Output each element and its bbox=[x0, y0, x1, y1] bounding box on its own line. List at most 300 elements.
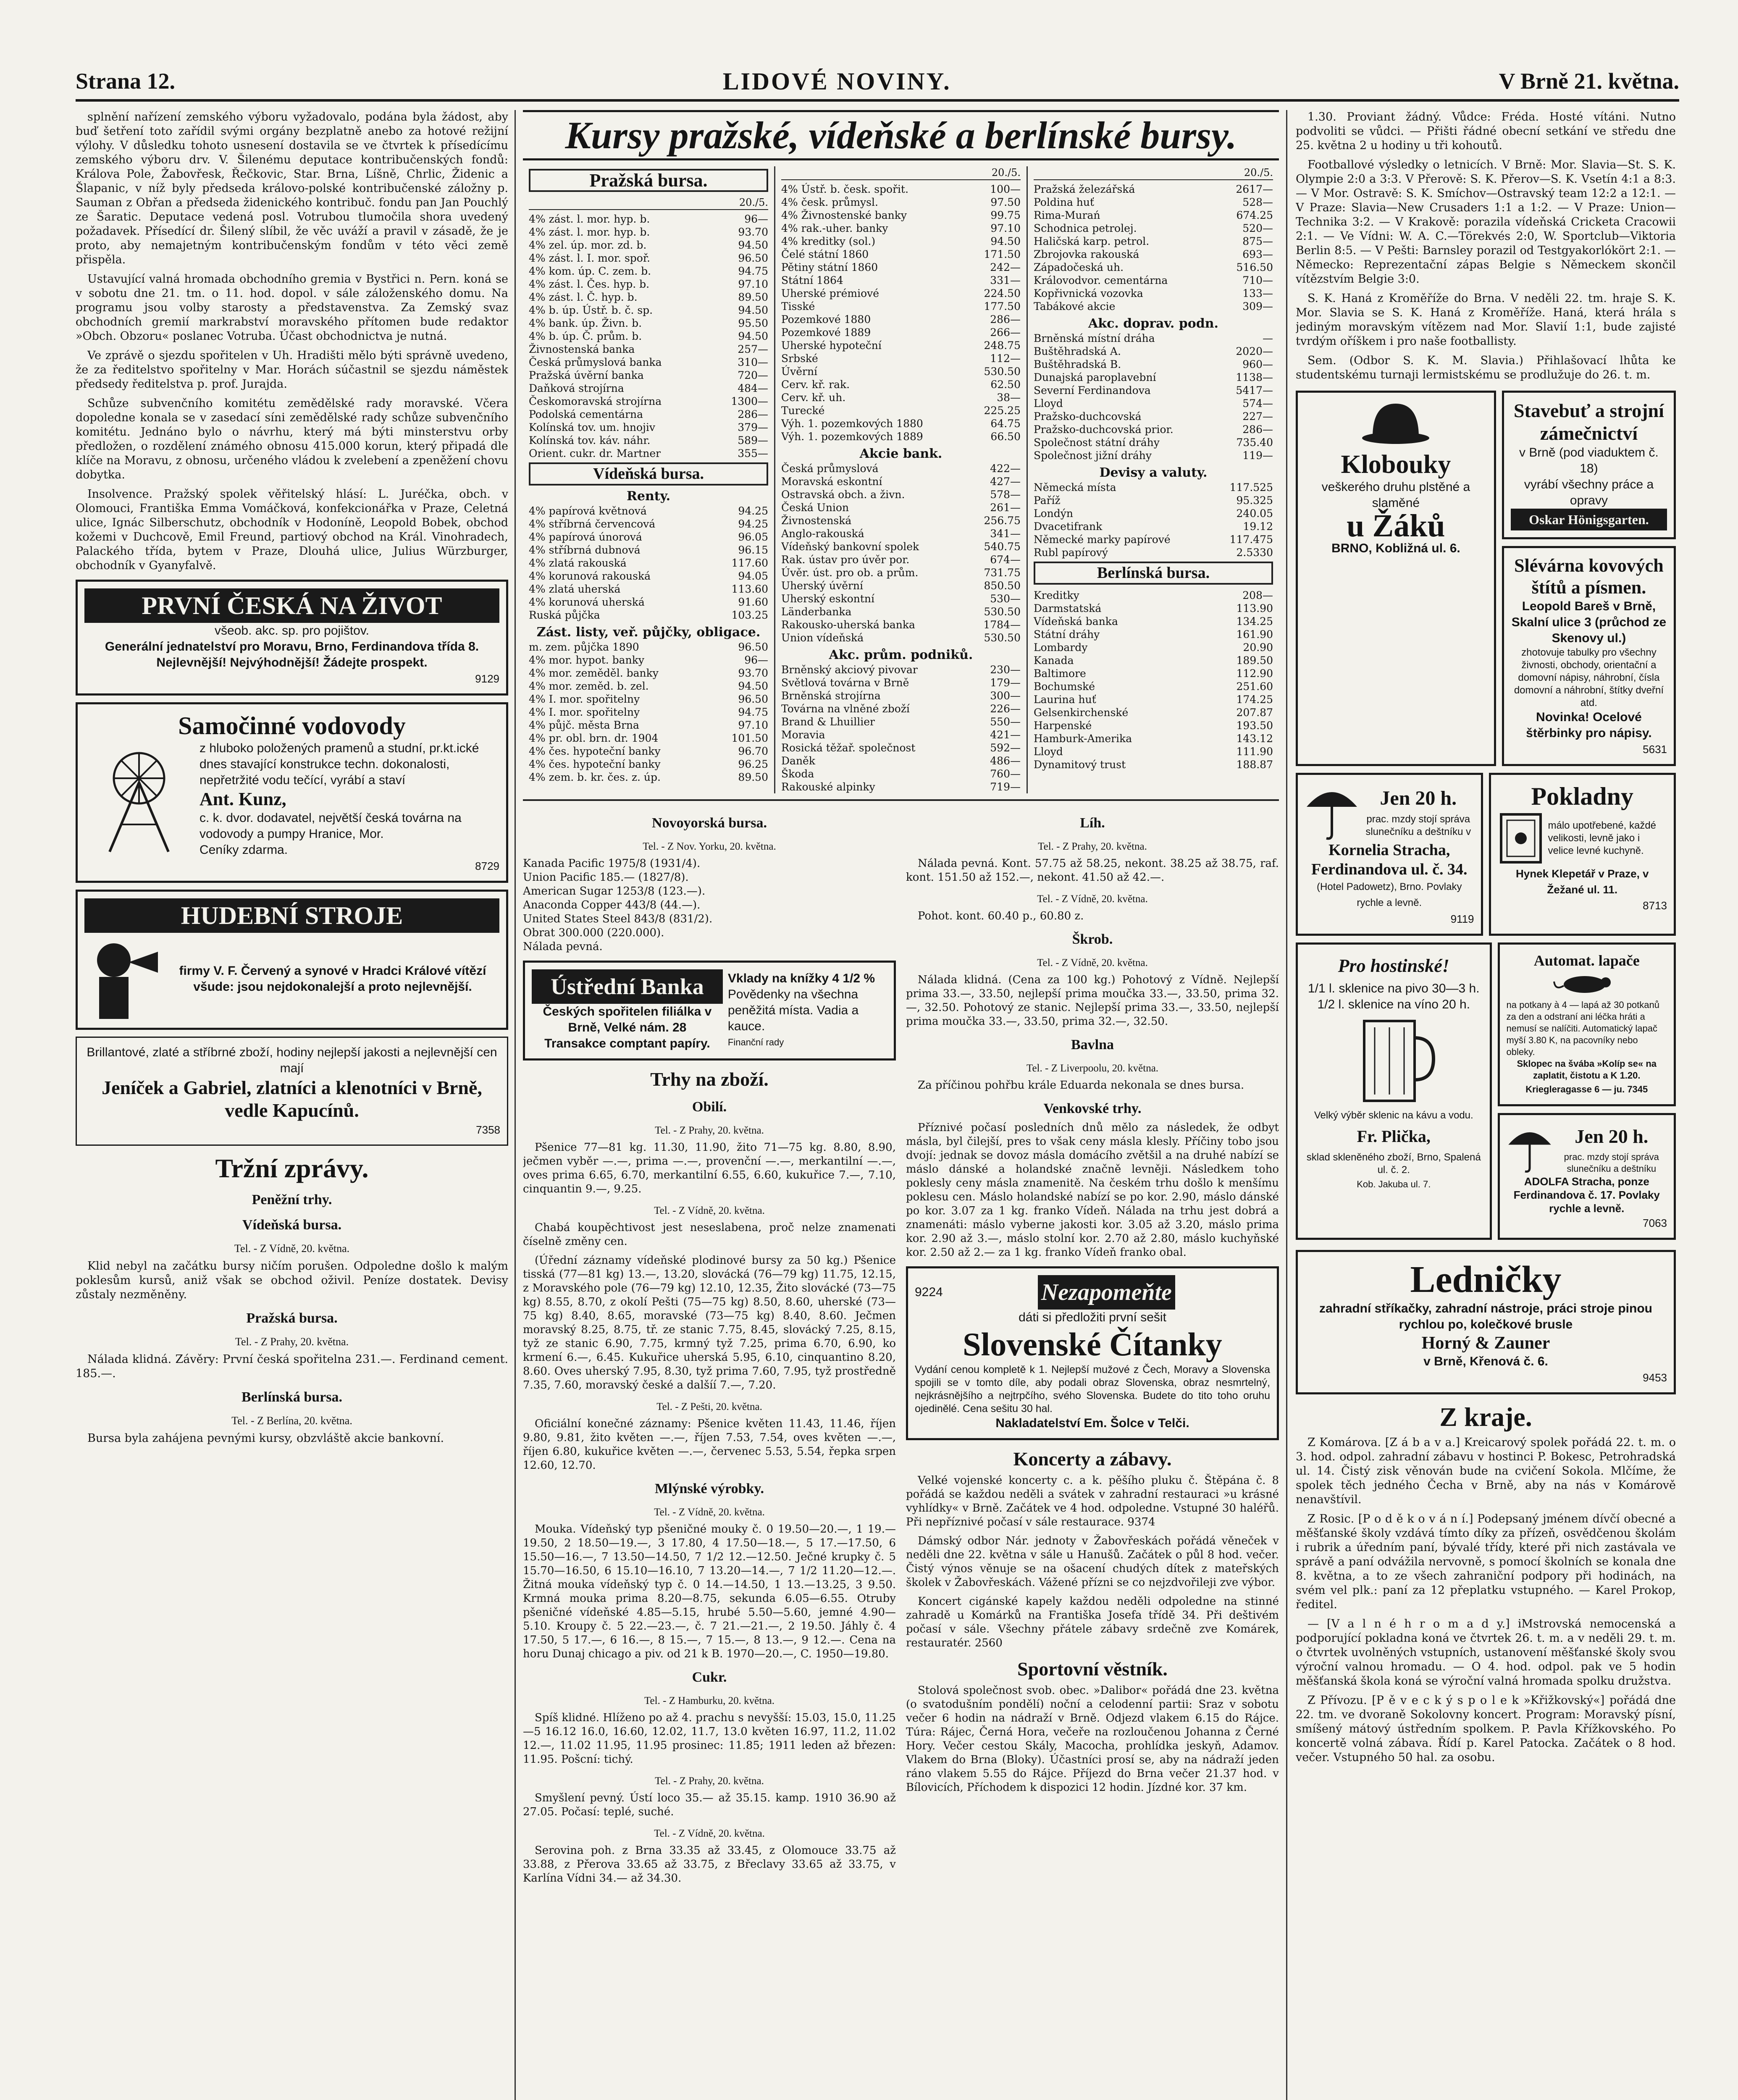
table-row bbox=[529, 330, 768, 343]
security-name: 4% pr. obl. brn. dr. 1904 bbox=[529, 732, 659, 744]
security-price: 94.25 bbox=[738, 505, 768, 517]
security-price: 113.60 bbox=[731, 583, 768, 595]
security-price: 674.25 bbox=[1236, 209, 1273, 221]
article-paragraph: Nálada klidná. (Cena za 100 kg.) Pohotový z Vídně. Nejlepší prima 33.—, 33.50, nejlepší prima moučka 33.—, 33.50, prima 32.—, 32.50. Pohotový ze stanic. Nejlepší prima 33.—, 33.50, nejlepší prima moučka 33.—, 33.50, prima 32.—, 32.50. bbox=[906, 974, 1279, 1028]
ad-firm: u Žáků bbox=[1347, 508, 1445, 543]
security-price: 309— bbox=[1242, 300, 1273, 312]
security-name: Buštěhradská B. bbox=[1034, 358, 1121, 370]
table-row bbox=[781, 780, 1021, 793]
table-row bbox=[529, 680, 768, 693]
security-name: Lombardy bbox=[1034, 641, 1088, 654]
dateline: Tel. - Z Vídně, 20. května. bbox=[654, 1205, 765, 1216]
ad-number: 8729 bbox=[475, 860, 499, 872]
security-name: Kanada bbox=[1034, 654, 1074, 667]
article-paragraph: Stolová společnost svob. obec. »Dalibor« pořádá dne 23. května (o svatodušním pondělí) noční a celodenní partii: Sraz v sobotu večer 6 hodin na nádraží v Brně. Odjezd vlakem 6.15 do Rájce. Túra: Rájec, Černá Hora, večeře na rozloučenou Johanna z Černé Hory. Večer cestou Skály, Macocha, prohlídka jeskyň, Adamov. Vlakem do Brna (Bloky). Účastníci prosí se, aby na nádraží jeden ráno vlakem 5.55 do Rájce. Příjezd do Brna večer 21.37 hod. v Bílovicích, Příchodem k dispozici 12 hodin. Jízdné kor. 37 km. bbox=[906, 1684, 1279, 1794]
section-heading: Venkovské trhy. bbox=[1043, 1101, 1142, 1116]
stock-exchange-banner: Kursy pražské, vídeňské a berlínské bursy. bbox=[523, 110, 1279, 160]
table-heading: Vídeňská bursa. bbox=[529, 462, 768, 486]
ad-text: Sklopec na švába »Kolíp se« na zaplatit, čistotu a K 1.20. bbox=[1517, 1058, 1657, 1081]
security-price: 119— bbox=[1242, 449, 1273, 462]
table-heading: Berlínská bursa. bbox=[1034, 562, 1273, 585]
security-price: 256.75 bbox=[984, 514, 1021, 527]
security-price: 226— bbox=[990, 703, 1021, 715]
section-heading: Cukr. bbox=[692, 1670, 727, 1685]
ad-central-bank bbox=[523, 961, 896, 1060]
security-price: 117.525 bbox=[1229, 481, 1273, 494]
table-row bbox=[781, 365, 1021, 378]
section-heading: Trhy na zboží. bbox=[650, 1068, 769, 1090]
article-paragraph: Nálada pevná. Kont. 57.75 až 58.25, nekont. 38.25 až 38.75, raf. kont. 151.50 až 152.—, nekont. 41.50 až 42.—. bbox=[906, 857, 1279, 884]
ad-firm: Leopold Bareš v Brně, Skalní ulice 3 (průchod ze Skenovy ul.) bbox=[1511, 599, 1667, 645]
security-price: 94.50 bbox=[738, 239, 768, 251]
table-row bbox=[529, 265, 768, 278]
ad-title: HUDEBNÍ STROJE bbox=[84, 898, 499, 933]
article-paragraph: Ustavující valná hromada obchodního gremia v Bystřici n. Pern. koná se v sobotu dne 21. tm. o 11. hod. dopol. v sále záloženského domu. Na programu jsou volby starosty a představenstva. Za Zemský svaz obchodních gremií markrabství moravského přítomen bude redaktor »Obch. Obzoru« poslanec Votruba. Účast obchodnictva je nutná. bbox=[76, 273, 508, 343]
security-price: 94.75 bbox=[738, 265, 768, 277]
security-price: 520— bbox=[1242, 222, 1273, 234]
table-row bbox=[781, 501, 1021, 514]
security-name: 4% papírová únorová bbox=[529, 531, 642, 543]
security-name: 4% čes. hypoteční banky bbox=[529, 745, 661, 757]
table-row bbox=[781, 592, 1021, 605]
security-price: 230— bbox=[990, 664, 1021, 676]
ad-text: prac. mzdy stojí správa slunečníku a deštníku v bbox=[1365, 814, 1471, 837]
ad-headline: Slovenské Čítanky bbox=[963, 1326, 1222, 1362]
security-name: Hamburk-Amerika bbox=[1034, 732, 1132, 745]
ad-text: Velký výběr sklenic na kávu a vodu. bbox=[1314, 1110, 1473, 1121]
table-row bbox=[529, 771, 768, 784]
table-row bbox=[1034, 641, 1273, 654]
stock-table bbox=[1034, 332, 1273, 462]
security-price: 266— bbox=[990, 326, 1021, 339]
security-price: 93.70 bbox=[738, 226, 768, 238]
security-price: 177.50 bbox=[984, 300, 1021, 312]
security-price: 421— bbox=[990, 729, 1021, 741]
article-paragraph: (Úřední záznamy vídeňské plodinové bursy za 50 kg.) Pšenice tisská (77—81 kg) 13.—, 13.20, slovácká (76—79 kg) 11.75, 12.15, z Moravského pole (76—79 kg) 12.10, 12.35, Žito slovácké (73—75 kg) 8.55, 8.70, z okolí Pešti (75—75 kg) 8.50, 8.60, uherské (73—75 kg) 8.40, 8.65, moravské (73—75 kg) 8.40, 8.60. Ječmen moravský 8.25, 8.75, tř. ze stanic 7.75, 8.45, slovácký 7.25, 8.15, tyž ze stanic 6.90, 7.75, krmný tyž 7.25, prima 6.70, 6.90, ko krmení 6.—, 6.45. Kukuřice uherská 5.95, 6.10, cinquantino 8.20, 8.60. Oves uherský 7.95, 8.30, tyž prima 7.60, 7.95, tyž prostředně 7.35, 7.60, moravský české a dalšíí 7.—, 7.20. bbox=[523, 1254, 896, 1391]
security-name: Uherské hypoteční bbox=[781, 339, 882, 352]
stock-table bbox=[529, 504, 768, 622]
ad-firm: Fr. Plička, bbox=[1357, 1127, 1431, 1146]
ad-row bbox=[1296, 939, 1676, 1243]
security-price: 96.05 bbox=[738, 531, 768, 543]
security-price: 97.10 bbox=[990, 222, 1021, 234]
security-price: 960— bbox=[1242, 358, 1273, 370]
ad-text: Transakce comptant papíry. bbox=[544, 1037, 710, 1050]
subsection-heading: Vídeňská bursa. bbox=[242, 1217, 342, 1233]
security-name: Cerv. kř. rak. bbox=[781, 378, 850, 391]
stock-table bbox=[1034, 183, 1273, 313]
masthead: LIDOVÉ NOVINY. bbox=[722, 67, 951, 95]
security-price: 427— bbox=[990, 475, 1021, 488]
ad-text: prac. mzdy stojí správa slunečníku a deštníku bbox=[1564, 1152, 1659, 1174]
table-row bbox=[529, 252, 768, 265]
table-heading: Pražská bursa. bbox=[529, 169, 768, 192]
table-row bbox=[1034, 602, 1273, 615]
table-row bbox=[781, 261, 1021, 274]
security-price: 528— bbox=[1242, 196, 1273, 208]
table-row bbox=[781, 430, 1021, 443]
ad-title: Ledničky bbox=[1410, 1259, 1562, 1300]
security-name: 4% mor. hypot. banky bbox=[529, 654, 644, 666]
section-heading: Tržní zprávy. bbox=[215, 1153, 369, 1183]
security-price: 207.87 bbox=[1236, 706, 1273, 719]
security-price: 38— bbox=[997, 391, 1021, 404]
security-price: 224.50 bbox=[984, 287, 1021, 299]
table-row bbox=[529, 596, 768, 609]
ad-number: 9224 bbox=[915, 1285, 943, 1299]
quote-line: United States Steel 843/8 (831/2). bbox=[523, 913, 713, 925]
security-name: Ruská půjčka bbox=[529, 609, 600, 621]
section-heading: Líh. bbox=[1080, 815, 1105, 831]
ad-hats bbox=[1296, 391, 1496, 766]
table-row bbox=[529, 421, 768, 434]
article-paragraph: Nálada klidná. Závěry: První česká spořitelna 231.—. Ferdinand cement. 185.—. bbox=[76, 1353, 508, 1380]
security-price: 96— bbox=[744, 213, 768, 225]
security-price: 341— bbox=[990, 528, 1021, 540]
security-price: 286— bbox=[738, 408, 768, 420]
security-name: Orient. cukr. dr. Martner bbox=[529, 447, 661, 459]
security-name: Darmstatská bbox=[1034, 602, 1102, 614]
market-news-right bbox=[906, 807, 1279, 1890]
ad-text: Vklady na knížky 4 1/2 % bbox=[727, 971, 875, 985]
table-row bbox=[781, 566, 1021, 579]
rat-icon bbox=[1553, 970, 1620, 995]
table-row bbox=[781, 715, 1021, 728]
ad-waterworks bbox=[76, 702, 508, 883]
security-price: 693— bbox=[1242, 248, 1273, 260]
table-row bbox=[781, 391, 1021, 404]
security-price: 94.50 bbox=[990, 235, 1021, 247]
security-price: 578— bbox=[990, 488, 1021, 501]
quote-line: Obrat 300.000 (220.000). bbox=[523, 927, 664, 939]
table-row bbox=[1034, 248, 1273, 261]
ad-number: 7358 bbox=[476, 1124, 500, 1136]
security-price: 240.05 bbox=[1236, 507, 1273, 520]
ad-refrigerators bbox=[1296, 1250, 1676, 1394]
table-row bbox=[781, 378, 1021, 391]
table-row bbox=[781, 235, 1021, 248]
table-row bbox=[1034, 332, 1273, 345]
section-heading: Novoyorská bursa. bbox=[652, 815, 767, 831]
security-price: 5417— bbox=[1236, 384, 1273, 396]
article-paragraph: Příznivé počasí posledních dnů mělo za následek, že odbyt másla, byl čilejší, pres to však ceny másla klesly. Příčiny tobo jsou dvojí: jednak se dovoz másla domácího zvětšil a na druhé nabízí se máslo dánské a holandské značně levněji. Následkem toho poklesly ceny másla znamenitě. Na českém trhu došlo k menšímu poklesu cen. Máslo holandské nabízí se po kor. 2.90, máslo dánské po kor. 3.07 za 1 kg. franko Vídeň. Nálada na trhu jest dobrá a znamenáti: máslo vyberne jakosti kor. 3.05 až 3.20, máslo prima kor. 2.90 až 3.—, máslo stolní kor. 2.70 až 2.80, máslo kuchyňské kor. 2.50 až 2.— za 1 kg. franko Vídeň franko obal. bbox=[906, 1121, 1279, 1259]
ad-safes bbox=[1489, 773, 1676, 936]
ad-text: sklad skleněného zboží, Brno, Spalená ul. č. 2. bbox=[1306, 1152, 1481, 1176]
security-name: 4% zást. l. mor. hyp. b. bbox=[529, 226, 650, 238]
table-row bbox=[1034, 209, 1273, 222]
security-price: 97.10 bbox=[738, 719, 768, 731]
security-name: Vídeňský bankovní spolek bbox=[781, 541, 919, 553]
security-name: Brněnská strojírna bbox=[781, 690, 881, 702]
article-paragraph: Chabá koupěchtivost jest neseslabena, proč nelze znamenati číselně změny cen. bbox=[523, 1221, 896, 1248]
table-subheading: Renty. bbox=[626, 489, 671, 504]
article-paragraph: splnění nařízení zemského výboru vyžadovalo, podána byla žádost, aby buď šetření toto zařídil svými orgány bezplatně anebo za hotové režijní výlohy. V důsledku tohoto usnesení dostavila se ve čtvrtek k přísedícímu zemského výboru drv. V. Šilenému deputace kontribučenských fondů: Králova Pole, Žabovřesk, Řečkovic, Star. Brna, Líšně, Chrlic, Židenic a Šlapanic, v níž byly předseda královo-polské kontribučenské záložny p. Sauman z Obřan a předseda židenického kontribuč. fondu pan Jan Pouchlý ze Šaratic. Deputace vedená posl. Votrubou tlumočila shora uvedený požadavek. Přísedící dr. Šilený slíbil, že věc uváží a pravil v zásadě, že je proto, aby nemajetným kontribučenským fondům v této věci země přispěla. bbox=[76, 110, 508, 266]
table-row bbox=[781, 475, 1021, 488]
security-name: Poldina huť bbox=[1034, 196, 1095, 208]
table-row bbox=[1034, 615, 1273, 628]
table-row bbox=[1034, 654, 1273, 667]
security-name: Kolínská tov. um. hnojiv bbox=[529, 421, 655, 433]
security-price: 850.50 bbox=[984, 580, 1021, 592]
security-name: Škoda bbox=[781, 768, 814, 780]
security-price: 2.5330 bbox=[1236, 546, 1273, 559]
security-price: 96.50 bbox=[738, 693, 768, 705]
security-name: Bochumské bbox=[1034, 680, 1095, 693]
article-paragraph: Insolvence. Pražský spolek věřitelský hlásí: L. Juréčka, obch. v Olomouci, Františka Emma Vomáčková, konfekcionářka v Praze, Celetná ulice, Ignác Silberschutz, obchodník v Hodoníně, Leopold Bobek, obchod kožemi v Duchcově, Emil Freund, partiový obchod na Král. Vinohradech, Palackého třída, bytem v Praze, Dlouhá ulice, Julius Würzburger, obchodník v Gyanyfalvě. bbox=[76, 488, 508, 572]
market-news-left bbox=[523, 807, 896, 1890]
security-price: 331— bbox=[990, 274, 1021, 286]
dateline: Tel. - Z Vídně, 20. května. bbox=[1037, 893, 1148, 905]
ad-price: Jen 20 h. bbox=[1380, 787, 1457, 809]
security-price: 251.60 bbox=[1236, 680, 1273, 693]
security-price: 193.50 bbox=[1236, 719, 1273, 732]
table-row bbox=[529, 278, 768, 291]
security-name: 4% kreditky (sol.) bbox=[781, 235, 876, 247]
security-name: Úvěrní bbox=[781, 365, 818, 378]
security-price: 257— bbox=[738, 343, 768, 355]
ad-firm: Hynek Klepetář v Praze, v Žežané ul. 11. bbox=[1516, 867, 1649, 896]
subsection-heading: Obilí. bbox=[692, 1099, 727, 1115]
ad-firm: Nakladatelství Em. Šolce v Telči. bbox=[995, 1416, 1189, 1430]
ad-text: 1/2 l. sklenice na víno 20 h. bbox=[1317, 998, 1470, 1011]
table-subheading: Zást. listy, veř. půjčky, obligace. bbox=[536, 625, 761, 640]
security-name: Tisské bbox=[781, 300, 815, 312]
table-row bbox=[781, 222, 1021, 235]
security-name: Brněnský akciový pivovar bbox=[781, 664, 918, 676]
ad-title: Slévárna kovových štítů a písmen. bbox=[1514, 555, 1664, 598]
table-subheading: Akc. prům. podniků. bbox=[829, 648, 973, 662]
article-paragraph: Serovina poh. z Brna 33.35 až 33.45, z Olomouce 33.75 až 33.88, z Přerova 33.65 až 33.75, z Břeclavy 33.65 až 33.75, v Karlína Vídni 34.— až 34.30. bbox=[523, 1844, 896, 1885]
ad-text: Vydání cenou kompletě k 1. Nejlepší mužové z Čech, Moravy a Slovenska spojili se v tomto díle, aby podali obraz Slovenska, obraz nesmrtelný, nejkrásnějšího a nejtrpčího, svého Slovenska. Budete do tito toho oruhu ojedinělé. Cena sešitu 30 hal. bbox=[915, 1364, 1270, 1415]
table-row bbox=[529, 317, 768, 330]
security-price: 589— bbox=[738, 434, 768, 446]
security-price: 530.50 bbox=[984, 606, 1021, 618]
security-name: Českomoravská strojírna bbox=[529, 395, 662, 407]
section-heading: Mlýnské výrobky. bbox=[654, 1481, 764, 1496]
table-row bbox=[1034, 706, 1273, 719]
ad-note: Kob. Jakuba ul. 7. bbox=[1357, 1179, 1431, 1189]
security-name: Výh. 1. pozemkových 1880 bbox=[781, 417, 923, 430]
ad-number: 9453 bbox=[1643, 1371, 1667, 1384]
security-price: 719— bbox=[990, 781, 1021, 793]
table-row bbox=[781, 689, 1021, 702]
security-price: 94.25 bbox=[738, 518, 768, 530]
security-name: Západočeská uh. bbox=[1034, 261, 1124, 273]
security-name: Schodnica petrolej. bbox=[1034, 222, 1137, 234]
security-name: Uherské prémiové bbox=[781, 287, 880, 299]
stock-table bbox=[781, 663, 1021, 793]
security-price: 208— bbox=[1242, 589, 1273, 601]
security-name: Pražská úvěrní banka bbox=[529, 369, 644, 381]
security-name: Pozemkové 1880 bbox=[781, 313, 871, 326]
table-row bbox=[529, 517, 768, 530]
table-row bbox=[529, 732, 768, 745]
security-name: Anglo-rakouská bbox=[781, 528, 864, 540]
table-row bbox=[1034, 384, 1273, 397]
security-price: 2020— bbox=[1236, 345, 1273, 357]
table-row bbox=[781, 196, 1021, 209]
security-price: 97.10 bbox=[738, 278, 768, 290]
security-name: Královodvor. cementárna bbox=[1034, 274, 1168, 286]
security-name: 4% zlatá rakouská bbox=[529, 557, 627, 569]
security-name: Moravia bbox=[781, 729, 825, 741]
stock-tables bbox=[523, 166, 1279, 793]
ad-text: Brillantové, zlaté a stříbrné zboží, hodiny nejlepší jakosti a nejlevnější cen mají bbox=[87, 1045, 497, 1075]
security-price: 97.50 bbox=[990, 196, 1021, 208]
table-row bbox=[529, 369, 768, 382]
trumpeter-icon bbox=[84, 937, 160, 1021]
security-price: 286— bbox=[990, 313, 1021, 326]
security-name: Výh. 1. pozemkových 1889 bbox=[781, 430, 923, 443]
security-price: 62.50 bbox=[990, 378, 1021, 391]
ad-text: Nejlevnější! Nejvýhodnější! Žádejte prospekt. bbox=[156, 656, 428, 669]
security-name: 4% bank. úp. Živn. b. bbox=[529, 317, 642, 329]
ad-title: Ústřední Banka bbox=[532, 969, 723, 1004]
stock-table bbox=[529, 640, 768, 784]
table-row bbox=[1034, 589, 1273, 602]
table-row bbox=[1034, 732, 1273, 745]
table-row bbox=[529, 408, 768, 421]
dateline: Tel. - Z Vídně, 20. května. bbox=[1037, 957, 1148, 969]
table-row bbox=[781, 663, 1021, 676]
security-name: Ostravská obch. a živn. bbox=[781, 488, 905, 501]
article-paragraph: Schůze subvenčního komitétu zemědělské rady moravské. Včera dopoledne konala se v zasedací síni zemědělské rady schůze subvenčního komitétu. Jednáno bylo o návrhu, který má býti minsterstvu orby předložen, o rozdělení známého obnosu 415.000 korun, který připadá dle klíče na Moravu, z obnosu, určeného vládou k zvelebení a zpeněžení chovu dobytka. bbox=[76, 397, 508, 481]
security-name: 4% mor. zeměd. b. zel. bbox=[529, 680, 649, 692]
security-price: 89.50 bbox=[738, 771, 768, 783]
table-row bbox=[781, 741, 1021, 754]
security-price: 96.50 bbox=[738, 252, 768, 264]
column-middle bbox=[523, 110, 1279, 2100]
ad-text: Povědenky na všechna peněžitá místa. Vadia a kauce. bbox=[727, 987, 859, 1033]
ad-slovak-reader bbox=[906, 1266, 1279, 1440]
security-name: Dvacetifrank bbox=[1034, 520, 1103, 533]
security-name: Moravská eskontní bbox=[781, 475, 882, 488]
ad-text: na potkany à 4 — lapá až 30 potkanů za den a odstraní ani léčka hráti a nemusí se nalíčiti. Automatický lapač myší 3.80 K, na pacovníky nebo obleky. bbox=[1506, 1000, 1659, 1057]
security-name: Kreditky bbox=[1034, 589, 1079, 601]
bowler-hat-icon bbox=[1360, 399, 1431, 446]
newyork-quotes bbox=[523, 857, 896, 954]
security-name: Tabákové akcie bbox=[1034, 300, 1116, 312]
security-name: 4% zlatá uherská bbox=[529, 583, 621, 595]
security-name: 4% zást. l. Č. hyp. b. bbox=[529, 291, 638, 303]
table-row bbox=[1034, 345, 1273, 358]
table-row bbox=[529, 719, 768, 732]
table-row bbox=[781, 183, 1021, 196]
security-name: Buštěhradská A. bbox=[1034, 345, 1121, 357]
table-row bbox=[781, 676, 1021, 689]
ad-firm: Kornelia Stracha, Ferdinandova ul. č. 34. bbox=[1311, 841, 1468, 878]
stock-column bbox=[523, 166, 775, 793]
ad-text: firmy V. F. Červený a synové v Hradci Králové vítězí všude: jsou nejdokonalejší a proto nejlevnější. bbox=[179, 964, 486, 994]
ad-address: BRNO, Kobližná ul. 6. bbox=[1331, 541, 1460, 555]
ad-title: Pro hostinské! bbox=[1338, 956, 1449, 976]
table-subheading: Akc. doprav. podn. bbox=[1088, 316, 1218, 331]
security-name: 4% zást. l. mor. hyp. b. bbox=[529, 213, 650, 225]
security-name: 4% rak.-uher. banky bbox=[781, 222, 888, 234]
article-paragraph: Footballové výsledky o letnicích. V Brně: Mor. Slavia—St. S. K. Olympie 2:0 a 3:3. V Přerově: S. K. Přerov—S. K. Vsetín 4:1 a 8:3. — V Mor. Ostravě: S. K. Smíchov—Ostravský team 12:2 a 12:1. — V Praze: Slavia—New Crusaders 1:1 a 1:2. — V Praze: Union—Technika 3:2. — V Krakově: porazila vídeňská Cricketa Cracowii 2:1. — Ve Vídni: W. A. C.—Törekvés 2:0, W. Sportclub—Viktoria Berlin 8:5. — V Pešti: Barnsley porazil od Testgyakorlókört 2:1. — Německo: Reprezentační zápas Belgie s Německem skončil vítězstvím Belgie 3:0. bbox=[1296, 158, 1676, 286]
ad-firm: Ant. Kunz, bbox=[200, 789, 286, 809]
article-paragraph: Velké vojenské koncerty c. a k. pěšího pluku č. Štěpána č. 8 pořádá se každou neděli a svátek v zahradní restauraci »u krásné vyhlídky« v Brně. Začátek ve 4 hod. odpoledne. Vstupné 30 haléřů. Při nepříznivé počasí v sále restaurace. 9374 bbox=[906, 1474, 1279, 1528]
ad-insurance bbox=[76, 580, 508, 696]
table-row bbox=[529, 213, 768, 226]
table-row bbox=[781, 553, 1021, 566]
table-row bbox=[529, 395, 768, 408]
dateline: Tel. - Z Vídně, 20. května. bbox=[654, 1828, 765, 1839]
security-name: Pražsko-duchcovská prior. bbox=[1034, 423, 1174, 436]
security-name: Česká Union bbox=[781, 501, 849, 514]
article-paragraph: Pšenice 77—81 kg. 11.30, 11.90, žito 71—75 kg. 8.80, 8.90, ječmen vyběr —.—, prima —.—, provenční —.—, merkantilní —.—, oves prima 6.65, 6.70, merkantilní 6.55, 6.60, kukuřice 7.—, 7.10, cinquantin 9.—, 9.25. bbox=[523, 1141, 896, 1195]
security-name: 4% zást. l. Čes. hyp. b. bbox=[529, 278, 650, 290]
table-row bbox=[529, 304, 768, 317]
table-row bbox=[781, 248, 1021, 261]
table-row bbox=[781, 540, 1021, 553]
security-price: 94.75 bbox=[738, 706, 768, 718]
security-name: Česká průmyslová bbox=[781, 462, 879, 475]
dateline: Tel. - Z Pešti, 20. května. bbox=[656, 1401, 762, 1412]
table-row bbox=[1034, 628, 1273, 641]
security-price: 94.50 bbox=[738, 304, 768, 316]
security-name: Rakouské alpinky bbox=[781, 781, 875, 793]
security-price: 379— bbox=[738, 421, 768, 433]
security-price: 516.50 bbox=[1236, 261, 1273, 273]
security-price: 310— bbox=[738, 356, 768, 368]
security-name: 4% Živnostenské banky bbox=[781, 209, 907, 221]
security-name: Cerv. kř. uh. bbox=[781, 391, 846, 404]
security-name: Rakousko-uherská banka bbox=[781, 619, 915, 631]
ad-number: 9129 bbox=[475, 672, 499, 685]
table-date: 20./5. bbox=[1034, 166, 1273, 180]
stock-table bbox=[1034, 589, 1273, 771]
security-price: 261— bbox=[990, 501, 1021, 514]
stock-table bbox=[1034, 481, 1273, 559]
ad-music-instruments bbox=[76, 890, 508, 1030]
dateline: Tel. - Z Nov. Yorku, 20. května. bbox=[643, 841, 776, 852]
security-name: Gelsenkirchenské bbox=[1034, 706, 1129, 719]
article-paragraph: Ve zprávě o sjezdu spořitelen v Uh. Hradišti mělo býti správně uvedeno, že za ředitelstvo spořitelny v Mar. Horách súčastnil se sjezdu náměstek předsedy ředitelstva p. prof. Jurajda. bbox=[76, 349, 508, 391]
security-name: Dynamitový trust bbox=[1034, 759, 1126, 771]
table-row bbox=[781, 767, 1021, 780]
table-row bbox=[1034, 533, 1273, 546]
ad-umbrella-repair bbox=[1296, 773, 1483, 936]
dateline: Tel. - Z Prahy, 20. května. bbox=[655, 1775, 764, 1787]
security-price: 225.25 bbox=[984, 404, 1021, 417]
security-name: Baltimore bbox=[1034, 667, 1086, 680]
security-price: 574— bbox=[1242, 397, 1273, 410]
security-price: 19.12 bbox=[1243, 520, 1273, 533]
security-price: 94.50 bbox=[738, 330, 768, 342]
ad-subtitle: dáti si předložiti první sešit bbox=[1019, 1310, 1166, 1324]
issue-date: V Brně 21. května. bbox=[1499, 68, 1679, 94]
ad-title: Stavebuť a strojní zámečnictví bbox=[1513, 400, 1664, 444]
security-name: Pražsko-duchcovská bbox=[1034, 410, 1142, 423]
table-date: 20./5. bbox=[781, 166, 1021, 180]
table-row bbox=[1034, 274, 1273, 287]
dateline: Tel. - Z Liverpoolu, 20. května. bbox=[1026, 1063, 1159, 1074]
table-row bbox=[1034, 745, 1273, 758]
security-name: 4% Ústř. b. česk. spořit. bbox=[781, 183, 909, 195]
quote-line: Kanada Pacific 1975/8 (1931/4). bbox=[523, 857, 701, 870]
ad-firm: Horný & Zauner bbox=[1421, 1334, 1550, 1353]
table-row bbox=[529, 504, 768, 517]
table-row bbox=[1034, 235, 1273, 248]
ad-title: Nezapomeňte bbox=[1038, 1275, 1175, 1310]
column-rule bbox=[1286, 110, 1287, 2100]
security-price: 674— bbox=[990, 554, 1021, 566]
table-row bbox=[781, 702, 1021, 715]
security-price: 530.50 bbox=[984, 632, 1021, 644]
section-heading: Škrob. bbox=[1072, 932, 1113, 947]
table-row bbox=[529, 556, 768, 570]
